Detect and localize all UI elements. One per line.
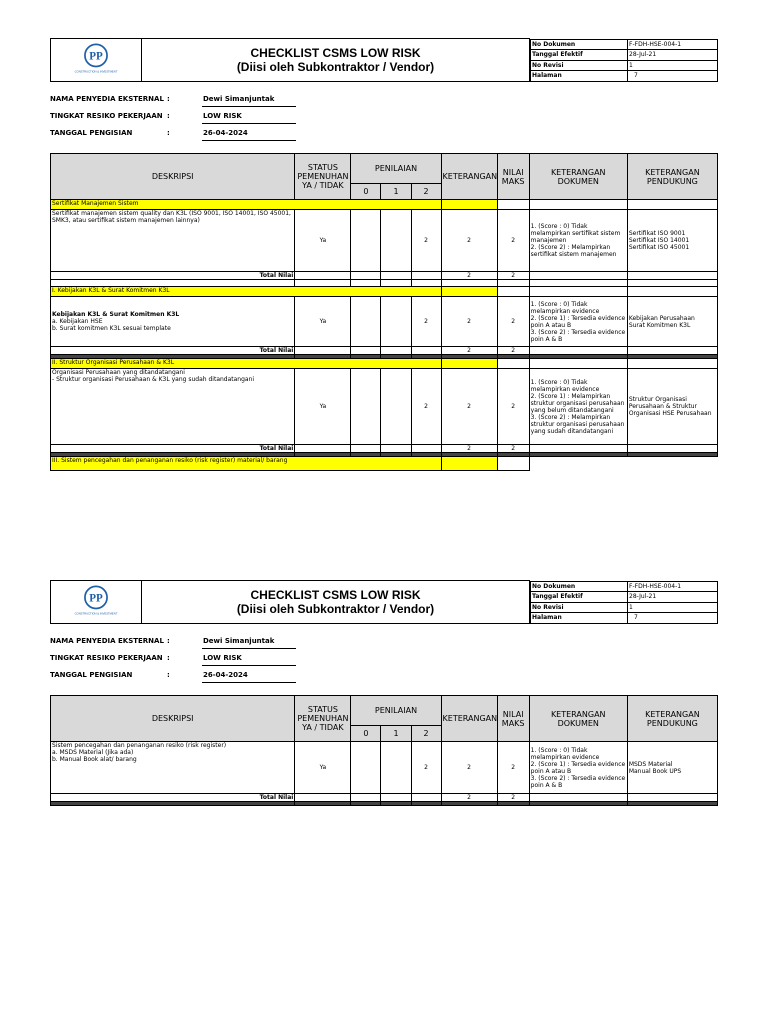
document-meta (530, 581, 719, 624)
score-2-cell: 2 (411, 210, 441, 272)
total-keterangan: 2 (441, 794, 497, 802)
separator-row (51, 802, 718, 806)
ket-dokumen-cell: 1. (Score : 0) Tidak melampirkan evidence 2. (Score 1) : Melampirkan struktur organisasi perusahaan yang belum ditandatangani 3. (Score 2) : Melampirkan struktur organisasi perusahaan yang sudah ditandatangani (529, 369, 627, 445)
info-label: TINGKAT RESIKO PEKERJAAN (50, 654, 163, 662)
col-score-0: 0 (351, 184, 381, 200)
keterangan-cell: 2 (441, 369, 497, 445)
ket-pendukung-cell: Sertifikat ISO 9001 Sertifikat ISO 14001 Sertifikat ISO 45001 (627, 210, 717, 272)
info-sep: : (167, 95, 170, 103)
item-title: Kebijakan K3L & Surat Komitmen K3L (52, 311, 180, 318)
section-heading: II. Struktur Organisasi Perusahaan & K3L (51, 359, 442, 369)
col-score-1: 1 (381, 726, 411, 742)
info-label: TANGGAL PENGISIAN (50, 671, 133, 679)
section-heading: Sertifikat Manajemen Sistem (51, 200, 442, 210)
nilai-maks-cell: 2 (497, 742, 529, 794)
meta-value: 7 (628, 71, 718, 82)
info-row (50, 129, 350, 139)
checklist-table (50, 695, 718, 806)
total-label: Total Nilai (51, 347, 295, 355)
col-score-2: 2 (411, 726, 441, 742)
item-desc: a. Kebijakan HSE b. Surat komitmen K3L sesuai template (52, 318, 171, 332)
info-label: NAMA PENYEDIA EKSTERNAL (50, 637, 164, 645)
score-0-cell (351, 210, 381, 272)
svg-text:CONSTRUCTION & INVESTMENT: CONSTRUCTION & INVESTMENT (74, 612, 118, 616)
total-maks: 2 (497, 347, 529, 355)
col-keterangan: KETERANGAN (441, 154, 497, 200)
checklist-row (51, 369, 718, 445)
pp-logo-icon (74, 41, 118, 75)
meta-label: No Dokumen (531, 39, 628, 50)
info-underline (202, 140, 296, 141)
title-line-1: CHECKLIST CSMS LOW RISK (250, 46, 421, 60)
col-score-0: 0 (351, 726, 381, 742)
nilai-maks-cell: 2 (497, 297, 529, 347)
info-sep: : (167, 671, 170, 679)
item-desc: a. MSDS Material (Jika ada) b. Manual Book alat/ barang (52, 749, 137, 763)
status-cell: Ya (295, 742, 351, 794)
checklist-page-2 (50, 580, 718, 806)
ket-dokumen-cell: 1. (Score : 0) Tidak melampirkan evidence 2. (Score 1) : Tersedia evidence poin A atau B 3. (Score 2) : Tersedia evidence poin A & B (529, 297, 627, 347)
ket-pendukung-cell: Kebijakan Perusahaan Surat Komitmen K3L (627, 297, 717, 347)
meta-label: Tanggal Efektif (531, 592, 628, 603)
col-ket-dokumen: KETERANGAN DOKUMEN (529, 154, 627, 200)
total-maks: 2 (497, 794, 529, 802)
col-ket-pendukung: KETERANGAN PENDUKUNG (627, 696, 717, 742)
section-cell (497, 200, 529, 210)
info-value: Dewi Simanjuntak (203, 95, 275, 103)
status-cell: Ya (295, 210, 351, 272)
total-row (51, 272, 718, 280)
col-keterangan: KETERANGAN (441, 696, 497, 742)
col-score-2: 2 (411, 184, 441, 200)
info-row (50, 654, 350, 664)
info-sep: : (167, 112, 170, 120)
col-ket-dokumen: KETERANGAN DOKUMEN (529, 696, 627, 742)
total-row (51, 794, 718, 802)
col-deskripsi: DESKRIPSI (51, 154, 295, 200)
section-cell (441, 359, 497, 369)
item-title: Organisasi Perusahaan yang ditandatangani (52, 369, 185, 376)
nilai-maks-cell: 2 (497, 210, 529, 272)
col-status: STATUS PEMENUHAN YA / TIDAK (295, 154, 351, 200)
meta-value: 1 (628, 60, 718, 71)
info-block (50, 95, 718, 151)
item-desc: Sertifikat manajemen sistem quality dan K3L (ISO 9001, ISO 14001, ISO 45001, SMK3, atau sertifikat sistem manajemen lainnya) (52, 210, 291, 224)
info-row (50, 637, 350, 647)
status-cell: Ya (295, 297, 351, 347)
meta-label: Tanggal Efektif (531, 50, 628, 61)
document-header (50, 38, 718, 82)
checklist-page-1 (50, 38, 718, 471)
checklist-table (50, 153, 718, 471)
col-status: STATUS PEMENUHAN YA / TIDAK (295, 696, 351, 742)
score-2-cell: 2 (411, 369, 441, 445)
info-underline (202, 682, 296, 683)
ket-pendukung-cell: MSDS Material Manual Book UPS (627, 742, 717, 794)
meta-value: F-FDH-HSE-004-1 (628, 581, 718, 592)
info-value: Dewi Simanjuntak (203, 637, 275, 645)
keterangan-cell: 2 (441, 210, 497, 272)
nilai-maks-cell: 2 (497, 369, 529, 445)
total-label: Total Nilai (51, 272, 295, 280)
col-nilai-maks: NILAI MAKS (497, 696, 529, 742)
title-line-2: (Diisi oleh Subkontraktor / Vendor) (236, 602, 435, 616)
section-heading: III. Sistem pencegahan dan penanganan resiko (risk register) material/ barang (51, 457, 442, 471)
col-score-1: 1 (381, 184, 411, 200)
meta-label: Halaman (531, 71, 628, 82)
info-sep: : (167, 129, 170, 137)
meta-value: 28-Jul-21 (628, 50, 718, 61)
info-label: NAMA PENYEDIA EKSTERNAL (50, 95, 164, 103)
ket-dokumen-cell: 1. (Score : 0) Tidak melampirkan sertifikat sistem manajemen 2. (Score 2) : Melampirkan sertifikat sistem manajemen (529, 210, 627, 272)
document-meta (530, 39, 719, 82)
info-value: 26-04-2024 (203, 671, 248, 679)
total-keterangan: 2 (441, 347, 497, 355)
checklist-row (51, 210, 718, 272)
company-logo (51, 39, 142, 82)
keterangan-cell: 2 (441, 297, 497, 347)
svg-text:PP: PP (89, 50, 103, 63)
total-label: Total Nilai (51, 445, 295, 453)
title-line-1: CHECKLIST CSMS LOW RISK (250, 588, 421, 602)
col-nilai-maks: NILAI MAKS (497, 154, 529, 200)
title-line-2: (Diisi oleh Subkontraktor / Vendor) (236, 60, 435, 74)
col-ket-pendukung: KETERANGAN PENDUKUNG (627, 154, 717, 200)
total-maks: 2 (497, 272, 529, 280)
info-row (50, 95, 350, 105)
section-cell (441, 200, 497, 210)
info-value: 26-04-2024 (203, 129, 248, 137)
meta-label: Halaman (531, 613, 628, 624)
checklist-row (51, 297, 718, 347)
svg-text:CONSTRUCTION & INVESTMENT: CONSTRUCTION & INVESTMENT (74, 70, 118, 74)
pp-logo-icon (74, 583, 118, 617)
info-underline (202, 648, 296, 649)
document-header (50, 580, 718, 624)
score-2-cell: 2 (411, 297, 441, 347)
section-cell (441, 457, 497, 471)
document-title (142, 39, 530, 82)
status-cell: Ya (295, 369, 351, 445)
ket-pendukung-cell: Struktur Organisasi Perusahaan & Struktur Organisasi HSE Perusahaan (627, 369, 717, 445)
info-underline (202, 106, 296, 107)
meta-value: 7 (628, 613, 718, 624)
section-cell (441, 287, 497, 297)
total-keterangan: 2 (441, 272, 497, 280)
col-deskripsi: DESKRIPSI (51, 696, 295, 742)
total-maks: 2 (497, 445, 529, 453)
info-underline (202, 665, 296, 666)
section-heading: I. Kebijakan K3L & Surat Komitmen K3L (51, 287, 442, 297)
meta-value: 28-Jul-21 (628, 592, 718, 603)
info-sep: : (167, 637, 170, 645)
item-title: Sistem pencegahan dan penanganan resiko (risk register) (52, 742, 227, 749)
meta-value: 1 (628, 602, 718, 613)
info-sep: : (167, 654, 170, 662)
total-row (51, 445, 718, 453)
info-value: LOW RISK (203, 112, 242, 120)
company-logo (51, 581, 142, 624)
info-row (50, 671, 350, 681)
document-title (142, 581, 530, 624)
meta-value: F-FDH-HSE-004-1 (628, 39, 718, 50)
info-value: LOW RISK (203, 654, 242, 662)
col-penilaian: PENILAIAN (351, 696, 441, 726)
info-block (50, 637, 718, 693)
total-label: Total Nilai (51, 794, 295, 802)
info-label: TANGGAL PENGISIAN (50, 129, 133, 137)
section-cell (627, 200, 717, 210)
info-label: TINGKAT RESIKO PEKERJAAN (50, 112, 163, 120)
checklist-row (51, 742, 718, 794)
col-penilaian: PENILAIAN (351, 154, 441, 184)
item-desc: - Struktur organisasi Perusahaan & K3L yang sudah ditandatangani (52, 376, 255, 383)
svg-text:PP: PP (89, 592, 103, 605)
section-cell (529, 200, 627, 210)
keterangan-cell: 2 (441, 742, 497, 794)
meta-label: No Revisi (531, 602, 628, 613)
info-underline (202, 123, 296, 124)
score-2-cell: 2 (411, 742, 441, 794)
meta-label: No Revisi (531, 60, 628, 71)
total-row (51, 347, 718, 355)
ket-dokumen-cell: 1. (Score : 0) Tidak melampirkan evidence 2. (Score 1) : Tersedia evidence poin A atau B 3. (Score 2) : Tersedia evidence poin A & B (529, 742, 627, 794)
score-1-cell (381, 210, 411, 272)
meta-label: No Dokumen (531, 581, 628, 592)
total-keterangan: 2 (441, 445, 497, 453)
info-row (50, 112, 350, 122)
